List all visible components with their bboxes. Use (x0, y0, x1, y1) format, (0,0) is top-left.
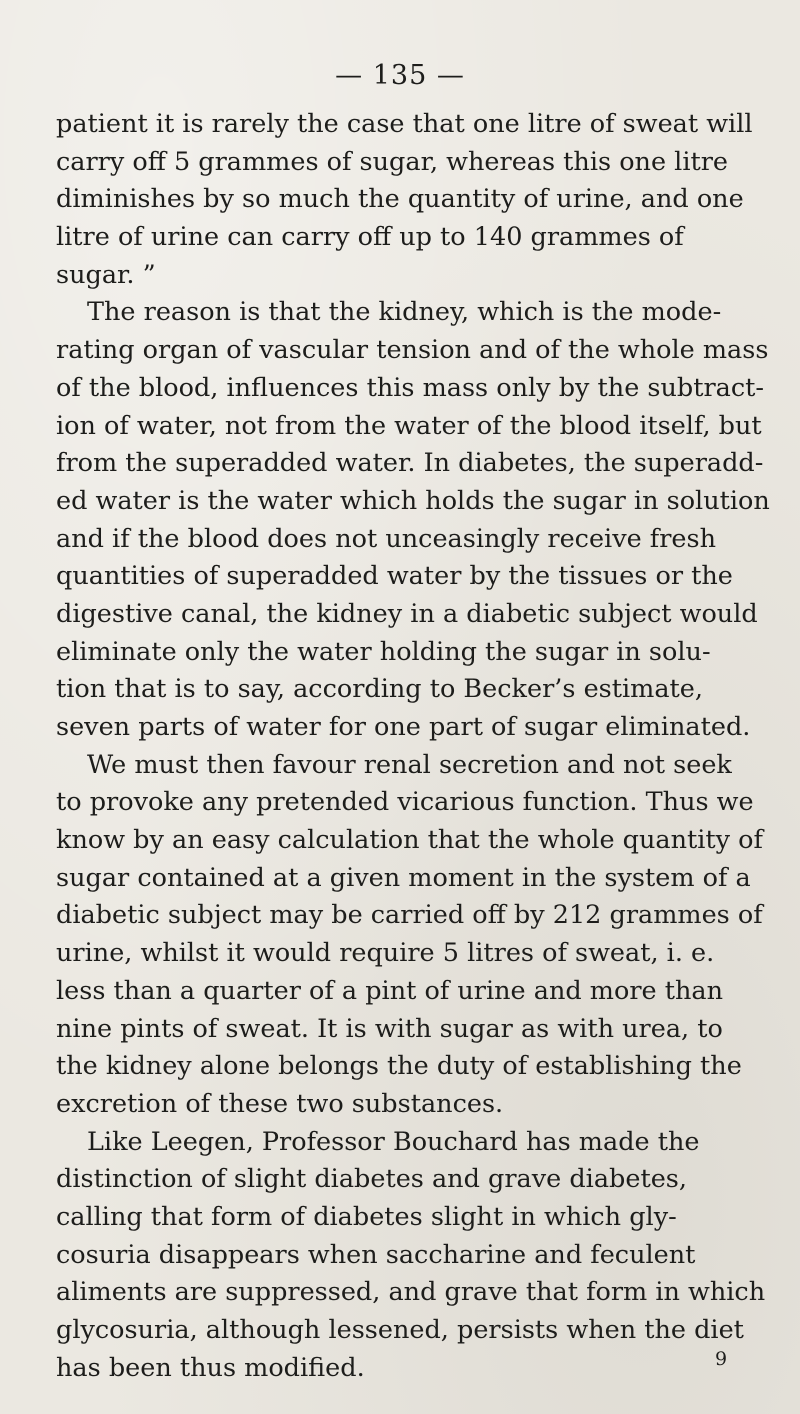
text-line: eliminate only the water holding the sugar in solu- (56, 636, 711, 667)
text-line: to provoke any pretended vicarious function. Thus we (56, 787, 754, 818)
text-line: know by an easy calculation that the whole quantity of (56, 825, 763, 856)
text-line: less than a quarter of a pint of urine and more than (56, 975, 724, 1006)
text-line: seven parts of water for one part of sugar eliminated. (56, 712, 751, 742)
text-line: urine, whilst it would require 5 litres of sweat, i. e. (56, 938, 715, 969)
text-line: carry off 5 grammes of sugar, whereas this one litre (56, 146, 729, 177)
text-line: glycosuria, although lessened, persists when the diet (56, 1315, 744, 1345)
text-line: has been thus modified. (56, 1352, 365, 1383)
text-line: The reason is that the kidney, which is the mode- (87, 297, 722, 328)
text-line: digestive canal, the kidney in a diabetic subject would (56, 598, 758, 629)
text-line: Like Leegen, Professor Bouchard has made the (87, 1126, 700, 1157)
text-line: calling that form of diabetes slight in which gly- (56, 1201, 677, 1232)
text-line: distinction of slight diabetes and grave diabetes, (56, 1164, 687, 1195)
text-line: excretion of these two substances. (56, 1088, 504, 1119)
text-line: ion of water, not from the water of the blood itself, but (56, 410, 762, 441)
text-line: rating organ of vascular tension and of the whole mass (56, 335, 769, 366)
text-line: quantities of superadded water by the tissues or the (56, 561, 733, 592)
text-line: litre of urine can carry off up to 140 grammes of (56, 222, 684, 253)
text-line: aliments are suppressed, and grave that form in which (56, 1277, 766, 1308)
text-line: nine pints of sweat. It is with sugar as with urea, to (56, 1013, 723, 1044)
text-line: patient it is rarely the case that one litre of sweat will (56, 109, 753, 139)
text-line: of the blood, influences this mass only by the subtract- (56, 372, 765, 403)
text-line: ed water is the water which holds the sugar in solution (56, 485, 770, 516)
text-line: and if the blood does not unceasingly receive fresh (56, 523, 717, 554)
signature-mark: 9 (715, 1348, 728, 1370)
page-number: — 135 — (335, 60, 465, 91)
body-text (56, 106, 776, 1387)
text-line: sugar contained at a given moment in the system of a (56, 862, 751, 893)
text-line: diminishes by so much the quantity of urine, and one (56, 184, 744, 215)
text-line: We must then favour renal secretion and not seek (87, 749, 732, 780)
text-line: from the superadded water. In diabetes, the superadd- (56, 448, 764, 479)
text-line: tion that is to say, according to Becker’s estimate, (56, 674, 703, 705)
text-line: cosuria disappears when saccharine and feculent (56, 1239, 696, 1270)
text-line: sugar. ” (56, 259, 156, 290)
text-line: the kidney alone belongs the duty of establishing the (56, 1051, 742, 1082)
text-line: diabetic subject may be carried off by 212 grammes of (56, 900, 763, 931)
